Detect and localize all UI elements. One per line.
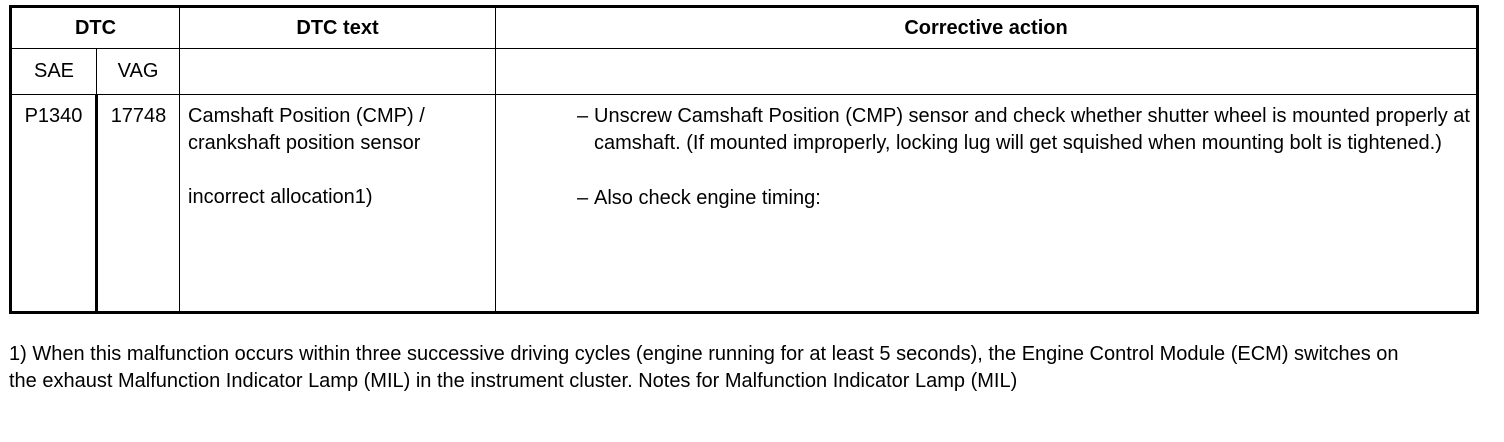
dtc-text-line1: Camshaft Position (CMP) / crankshaft position sensor (188, 105, 425, 154)
subheader-empty-action (496, 49, 1478, 95)
action-text: Also check engine timing: (594, 187, 821, 209)
action-item (574, 185, 1476, 212)
table-subheader-row (11, 49, 1478, 95)
action-item (574, 103, 1476, 157)
action-list (496, 95, 1476, 212)
dtc-table (9, 5, 1479, 314)
table-header-row (11, 7, 1478, 49)
header-corrective-action: Corrective action (496, 7, 1478, 49)
subheader-empty-dtc-text (180, 49, 496, 95)
footnote: 1) When this malfunction occurs within three successive driving cycles (engine running for at least 5 seconds), the Engine Control Module (ECM) switches on the exhaust Malfunction Indicator Lamp (MIL) in the instrument cluster. Notes for Malfunction Indicator Lamp (MIL) (9, 343, 1399, 392)
dtc-text-cell (180, 95, 496, 313)
sae-code: P1340 (11, 95, 97, 313)
header-dtc-text: DTC text (180, 7, 496, 49)
dash-bullet-icon: – (577, 187, 589, 209)
table-row (11, 95, 1478, 313)
header-dtc: DTC (11, 7, 180, 49)
vag-code: 17748 (97, 95, 180, 313)
subheader-sae: SAE (11, 49, 97, 95)
action-text: Unscrew Camshaft Position (CMP) sensor and check whether shutter wheel is mounted properly at camshaft. (If mounted improperly, locking lug will get squished when mounting bolt is tightened.) (594, 105, 1470, 154)
dtc-text-line2: incorrect allocation1) (188, 186, 373, 208)
dash-bullet-icon: – (577, 105, 589, 127)
corrective-action-cell (496, 95, 1478, 313)
subheader-vag: VAG (97, 49, 180, 95)
